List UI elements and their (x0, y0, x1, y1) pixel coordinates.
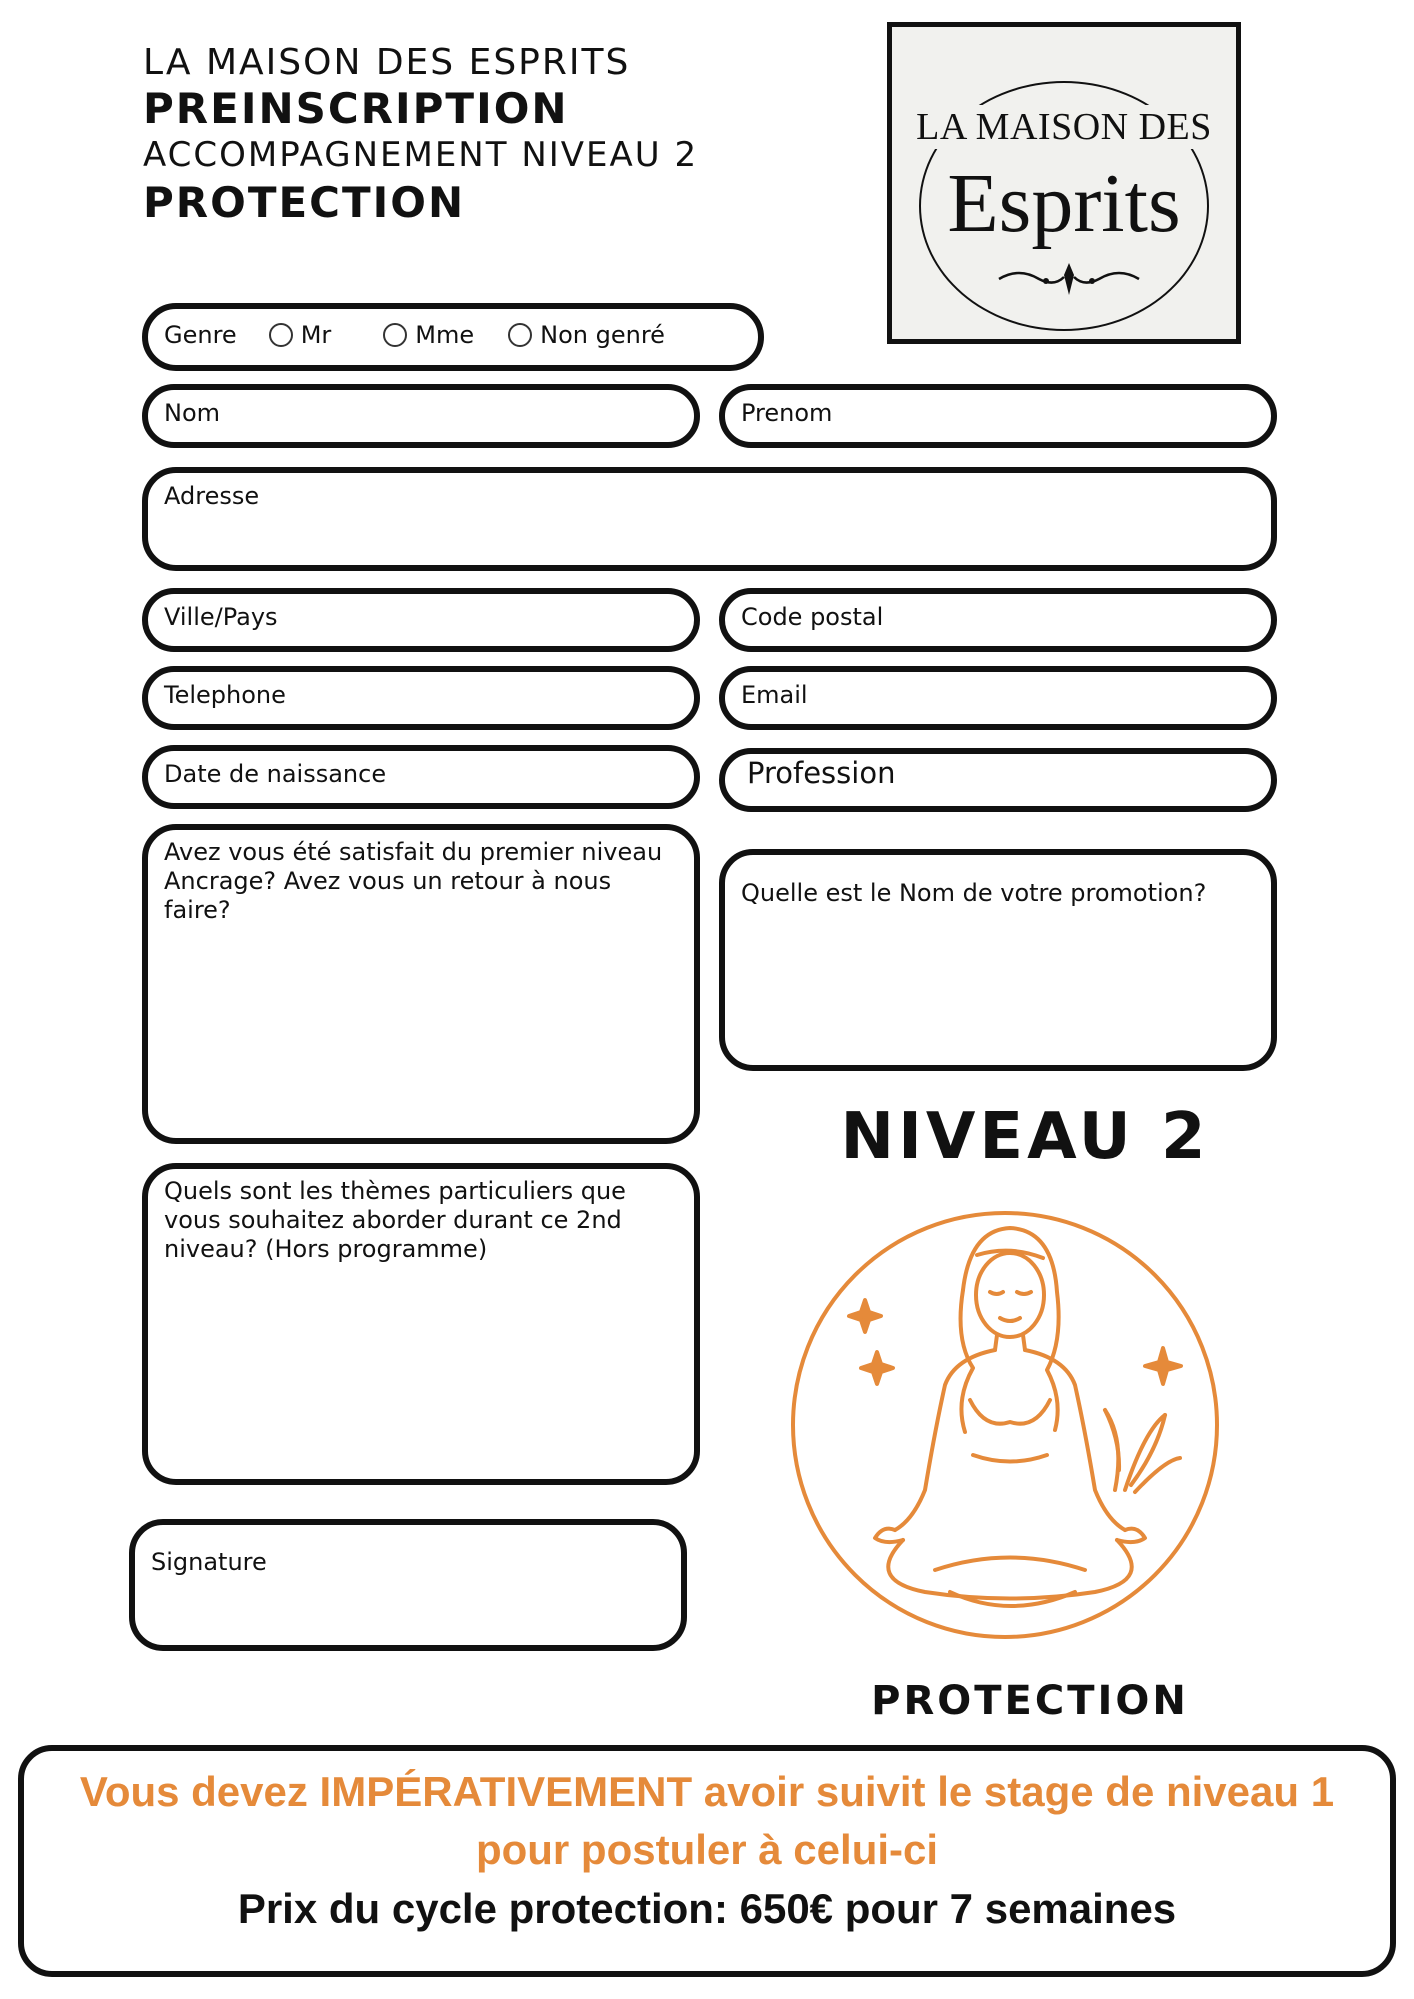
genre-label: Genre (164, 321, 237, 349)
form-title-block (143, 42, 803, 230)
radio-option-mme[interactable] (383, 321, 474, 349)
adresse-field[interactable] (142, 467, 1277, 571)
radio-circle-icon[interactable] (508, 323, 532, 347)
signature-field[interactable] (129, 1519, 687, 1651)
price-info: Prix du cycle protection: 650€ pour 7 semaines (237, 1885, 1177, 1932)
field-label: Telephone (164, 681, 286, 709)
field-label: Email (741, 681, 808, 709)
field-label: Date de naissance (164, 760, 387, 788)
field-label: Avez vous été satisfait du premier niveau Ancrage? Avez vous un retour à nous faire? (164, 838, 663, 924)
form-heading: PREINSCRIPTION (143, 84, 569, 133)
ville-field[interactable] (142, 588, 700, 652)
radio-circle-icon[interactable] (383, 323, 407, 347)
field-label: Quelle est le Nom de votre promotion? (741, 879, 1207, 907)
org-name: LA MAISON DES ESPRITS (143, 42, 631, 83)
meditating-woman-icon (785, 1200, 1225, 1650)
radio-option-mr[interactable] (269, 321, 332, 349)
telephone-field[interactable] (142, 666, 700, 730)
radio-option-non-genre[interactable] (508, 321, 665, 349)
themes-field[interactable] (142, 1163, 700, 1485)
radio-label: Mr (300, 321, 332, 349)
genre-field (142, 303, 764, 371)
topic-label: PROTECTION (871, 1678, 1189, 1724)
field-label: Nom (164, 399, 221, 427)
logo-script-text: Esprits (947, 157, 1181, 250)
profession-field[interactable] (719, 748, 1277, 812)
form-topic: PROTECTION (143, 178, 466, 227)
radio-label: Mme (415, 321, 475, 349)
email-field[interactable] (719, 666, 1277, 730)
field-label: Quels sont les thèmes particuliers que vous souhaitez aborder durant ce 2nd niveau? (Hors programme) (164, 1177, 626, 1263)
field-label: Code postal (741, 603, 884, 631)
field-label: Prenom (741, 399, 833, 427)
field-label: Ville/Pays (164, 603, 278, 631)
promotion-field[interactable] (719, 849, 1277, 1071)
ornament-icon (994, 259, 1144, 299)
prenom-field[interactable] (719, 384, 1277, 448)
nom-field[interactable] (142, 384, 700, 448)
date-naissance-field[interactable] (142, 745, 700, 809)
field-label: Profession (747, 756, 896, 790)
requirement-notice (18, 1745, 1396, 1977)
satisfaction-feedback-field[interactable] (142, 824, 700, 1144)
genre-radio-group (164, 321, 665, 349)
form-subheading: ACCOMPAGNEMENT NIVEAU 2 (143, 135, 699, 175)
level-heading: NIVEAU 2 (840, 1100, 1210, 1174)
radio-circle-icon[interactable] (269, 323, 293, 347)
code-postal-field[interactable] (719, 588, 1277, 652)
logo-top-text: LA MAISON DES (892, 105, 1236, 149)
requirement-warning: Vous devez IMPÉRATIVEMENT avoir suivit le stage de niveau 1 pour postuler à celui-ci (79, 1768, 1335, 1873)
brand-logo (887, 22, 1241, 344)
radio-label: Non genré (540, 321, 665, 349)
field-label: Adresse (164, 482, 260, 510)
field-label: Signature (151, 1548, 267, 1576)
